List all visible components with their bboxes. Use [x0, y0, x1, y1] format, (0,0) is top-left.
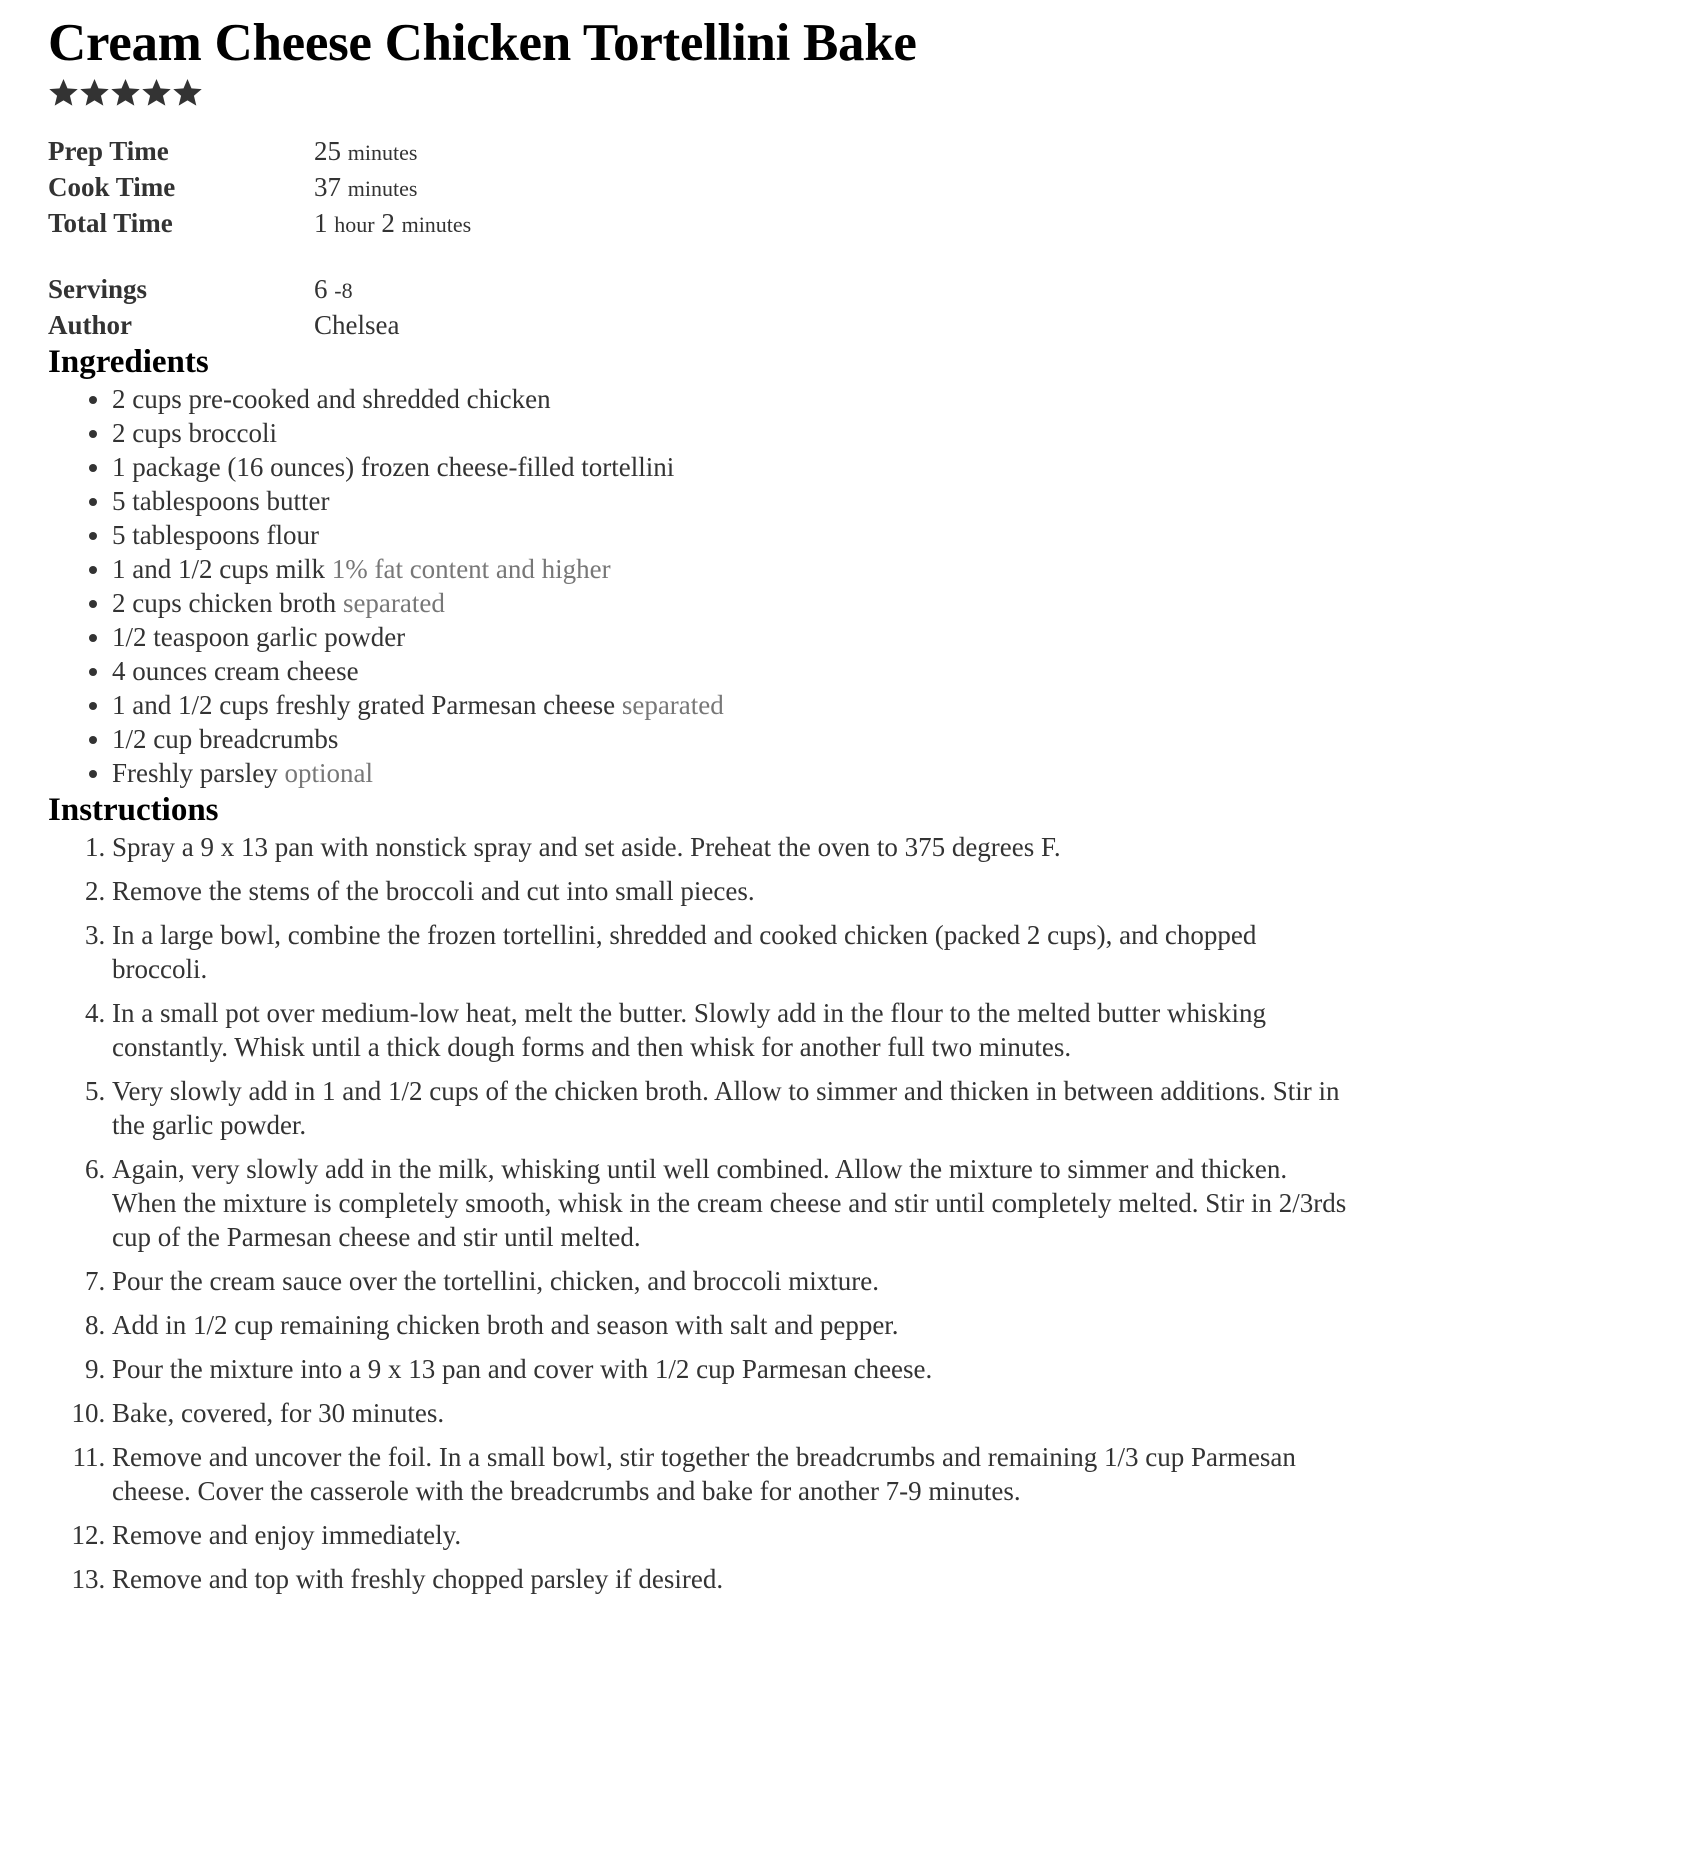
star-icon[interactable] [110, 77, 141, 108]
ingredient-text: 1/2 teaspoon garlic powder [112, 622, 406, 652]
ingredient-item [112, 450, 1648, 484]
total-time-row [48, 206, 1648, 242]
ingredient-text: 1 and 1/2 cups freshly grated Parmesan cheese [112, 690, 616, 720]
ingredient-text: 5 tablespoons flour [112, 520, 319, 550]
servings-label: Servings [48, 274, 148, 304]
instructions-heading: Instructions [48, 792, 219, 828]
instruction-step: 8. Add in 1/2 cup remaining chicken broth and season with salt and pepper. [112, 1308, 1648, 1342]
cook-time-value [314, 170, 417, 206]
total-time-label: Total Time [48, 208, 173, 238]
star-icon[interactable] [79, 77, 110, 108]
ingredient-item [112, 484, 1648, 518]
ingredient-note: 1% fat content and higher [331, 554, 611, 584]
ingredient-item [112, 620, 1648, 654]
star-icon[interactable] [48, 77, 79, 108]
star-icon[interactable] [172, 77, 203, 108]
author-value: Chelsea [314, 310, 400, 340]
ingredient-text: 1 package (16 ounces) frozen cheese-filled tortellini [112, 452, 675, 482]
ingredient-text: 2 cups broccoli [112, 418, 277, 448]
total-time-hours: 1 [314, 208, 328, 238]
prep-time-row [48, 134, 1648, 170]
ingredient-note: separated [621, 690, 724, 720]
ingredient-text: Freshly parsley [112, 758, 278, 788]
ingredients-list [48, 382, 1648, 790]
total-time-minutes-unit: minutes [401, 212, 472, 237]
instructions-list [48, 830, 1648, 1596]
ingredient-note: optional [284, 758, 373, 788]
author-label: Author [48, 310, 133, 340]
instruction-step: 3. In a large bowl, combine the frozen tortellini, shredded and cooked chicken (packed 2 cups), and chopped broccoli. [112, 918, 1648, 986]
servings-number: 6 [314, 274, 328, 304]
ingredient-text: 4 ounces cream cheese [112, 656, 359, 686]
meta-spacer [48, 242, 1648, 272]
star-icon[interactable] [141, 77, 172, 108]
instruction-step: 5. Very slowly add in 1 and 1/2 cups of the chicken broth. Allow to simmer and thicken in between additions. Stir in the garlic powder. [112, 1074, 1648, 1142]
servings-suffix: -8 [334, 278, 353, 303]
instruction-step: 12. Remove and enjoy immediately. [112, 1518, 1648, 1552]
instruction-step: 7. Pour the cream sauce over the tortellini, chicken, and broccoli mixture. [112, 1264, 1648, 1298]
ingredient-item [112, 382, 1648, 416]
ingredient-item [112, 518, 1648, 552]
ingredient-item [112, 416, 1648, 450]
prep-time-unit: minutes [347, 140, 418, 165]
cook-time-number: 37 [314, 172, 341, 202]
instruction-step: 4. In a small pot over medium-low heat, melt the butter. Slowly add in the flour to the melted butter whisking constantly. Whisk until a thick dough forms and then whisk for another full two minutes. [112, 996, 1648, 1064]
ingredient-text: 1 and 1/2 cups milk [112, 554, 325, 584]
recipe-meta [48, 134, 1648, 342]
ingredients-heading: Ingredients [48, 344, 209, 380]
ingredient-text: 5 tablespoons butter [112, 486, 330, 516]
ingredient-item [112, 586, 1648, 620]
instruction-step: 6. Again, very slowly add in the milk, whisking until well combined. Allow the mixture to simmer and thicken. When the mixture is completely smooth, whisk in the cream cheese and stir until completely melted. Stir in 2/3rds cup of the Parmesan cheese and stir until melted. [112, 1152, 1648, 1254]
servings-row [48, 272, 1648, 308]
ingredient-text: 1/2 cup breadcrumbs [112, 724, 339, 754]
servings-value [314, 272, 353, 308]
instruction-step: 9. Pour the mixture into a 9 x 13 pan and cover with 1/2 cup Parmesan cheese. [112, 1352, 1648, 1386]
instruction-step: 11. Remove and uncover the foil. In a small bowl, stir together the breadcrumbs and remaining 1/3 cup Parmesan cheese. Cover the casserole with the breadcrumbs and bake for another 7-9 minutes. [112, 1440, 1648, 1508]
ingredient-text: 2 cups chicken broth [112, 588, 337, 618]
instruction-step: 13. Remove and top with freshly chopped parsley if desired. [112, 1562, 1648, 1596]
cook-time-unit: minutes [347, 176, 418, 201]
ingredient-item [112, 722, 1648, 756]
instruction-step: 2. Remove the stems of the broccoli and cut into small pieces. [112, 874, 1648, 908]
instruction-step: 1. Spray a 9 x 13 pan with nonstick spray and set aside. Preheat the oven to 375 degrees F. [112, 830, 1648, 864]
prep-time-value [314, 134, 417, 170]
prep-time-label: Prep Time [48, 136, 169, 166]
prep-time-number: 25 [314, 136, 341, 166]
recipe-card [48, 0, 1648, 1606]
star-rating[interactable] [48, 74, 1648, 110]
total-time-minutes: 2 [381, 208, 395, 238]
ingredient-note: separated [342, 588, 445, 618]
ingredient-text: 2 cups pre-cooked and shredded chicken [112, 384, 551, 414]
ingredient-item [112, 688, 1648, 722]
total-time-hours-unit: hour [334, 212, 375, 237]
ingredient-item [112, 756, 1648, 790]
cook-time-label: Cook Time [48, 172, 176, 202]
ingredient-item [112, 654, 1648, 688]
cook-time-row [48, 170, 1648, 206]
author-row [48, 308, 1648, 342]
ingredient-item [112, 552, 1648, 586]
recipe-title: Cream Cheese Chicken Tortellini Bake [48, 14, 917, 72]
instruction-step: 10. Bake, covered, for 30 minutes. [112, 1396, 1648, 1430]
total-time-value [314, 206, 471, 242]
